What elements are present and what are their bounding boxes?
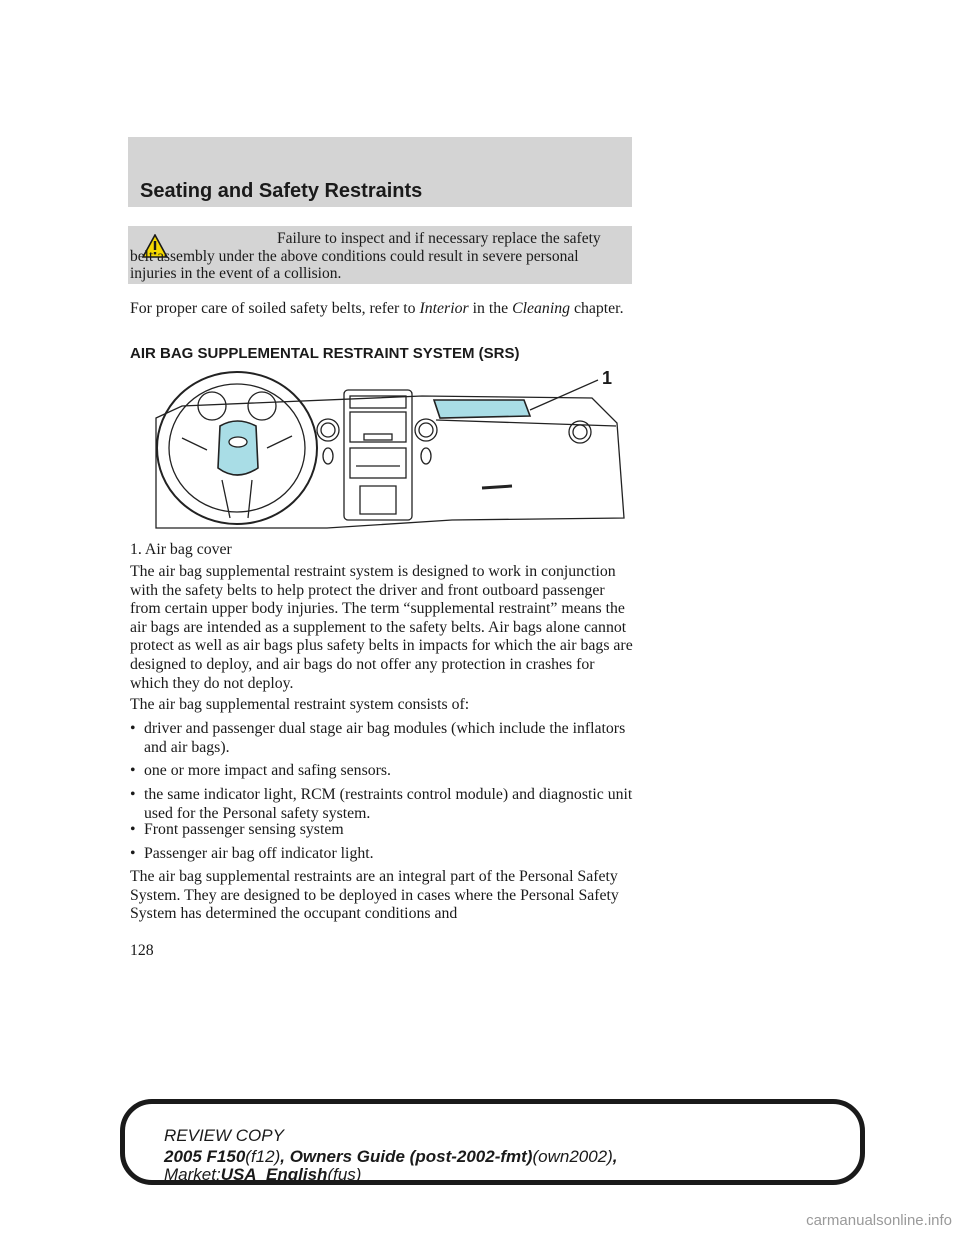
list-item [130, 845, 634, 864]
bullet-icon: • [130, 762, 136, 779]
separator: , [612, 1147, 618, 1166]
model-name: 2005 F150 [164, 1147, 246, 1166]
center-stack [344, 390, 412, 520]
market-code: (fus) [327, 1165, 362, 1184]
list-item-text: one or more impact and safing sensors. [144, 762, 391, 779]
watermark[interactable]: carmanualsonline.info [806, 1212, 952, 1229]
paragraph-1: The air bag supplemental restraint system is designed to work in conjunction with the safety belts to help protect the driver and front outboard passenger from certain upper body injuries. The term “supplemental restraint” means the air bags are intended as a supplement to the safety belts. Air bags alone cannot protect as well as air bags plus safety belts in impacts for which the air bags are designed to deploy, and air bags do not offer any protection in crashes for which they do not deploy. [130, 563, 633, 692]
gauge-right [248, 392, 276, 420]
list-item-text: driver and passenger dual stage air bag modules (which include the inflators and air bags). [144, 720, 626, 756]
bullet-icon: • [130, 845, 136, 862]
climate-panel [350, 448, 406, 478]
warning-box [128, 226, 632, 284]
care-text: For proper care of soiled safety belts, refer to [130, 300, 420, 317]
list-item [130, 821, 634, 840]
lower-bin [360, 486, 396, 514]
list-item [130, 720, 634, 757]
callout-leader [530, 380, 598, 410]
list-item [130, 786, 634, 823]
care-text: in the [468, 300, 513, 317]
interior-ref: Interior [419, 300, 469, 317]
dashboard-illustration [152, 368, 632, 532]
list-item-text: Passenger air bag off indicator light. [144, 845, 374, 862]
vent-passenger-inner [573, 425, 587, 439]
paragraph-2: The air bag supplemental restraint system consists of: [130, 696, 470, 713]
warning-text: Failure to inspect and if necessary replace the safety belt assembly under the above conditions could result in severe personal injuries in the event of a collision. [130, 230, 601, 282]
vent-left-inner [321, 423, 335, 437]
section-heading: AIR BAG SUPPLEMENTAL RESTRAINT SYSTEM (SRS) [130, 345, 520, 362]
bullet-icon: • [130, 821, 136, 838]
guide-code: (own2002) [532, 1147, 613, 1166]
vent-left [317, 419, 339, 441]
gauge-left [198, 392, 226, 420]
footer-model-line [164, 1147, 618, 1167]
passenger-airbag-cover [434, 400, 530, 418]
steering-logo [229, 437, 247, 447]
vent-right [415, 419, 437, 441]
page-title: Seating and Safety Restraints [140, 180, 423, 202]
list-item [130, 762, 634, 781]
market-value: USA_English [220, 1165, 328, 1184]
list-item-text: the same indicator light, RCM (restraints control module) and diagnostic unit used for the Personal safety system. [144, 786, 633, 822]
list-item-text: Front passenger sensing system [144, 821, 344, 838]
care-text: chapter. [570, 300, 624, 317]
cd-slot [364, 434, 392, 440]
cleaning-ref: Cleaning [512, 300, 571, 317]
footer-market-line [164, 1165, 361, 1185]
model-code: (f12) [245, 1147, 281, 1166]
vent-right-inner [419, 423, 433, 437]
bullet-icon: • [130, 786, 136, 803]
radio [350, 412, 406, 442]
paragraph-3: The air bag supplemental restraints are an integral part of the Personal Safety System. They are designed to be deployed in cases where the Personal Safety System has determined the occupant conditions and [130, 868, 619, 923]
market-label: Market: [164, 1165, 221, 1184]
page-number: 128 [130, 942, 154, 959]
knob-left [323, 448, 333, 464]
care-paragraph [130, 300, 634, 319]
driver-airbag-cover [218, 421, 258, 475]
review-copy-label: REVIEW COPY [164, 1126, 284, 1145]
guide-name: , Owners Guide (post-2002-fmt) [280, 1147, 533, 1166]
callout-number: 1 [602, 368, 613, 388]
bullet-icon: • [130, 720, 136, 737]
glovebox-handle [482, 486, 512, 488]
knob-right [421, 448, 431, 464]
figure-caption: 1. Air bag cover [130, 541, 232, 558]
